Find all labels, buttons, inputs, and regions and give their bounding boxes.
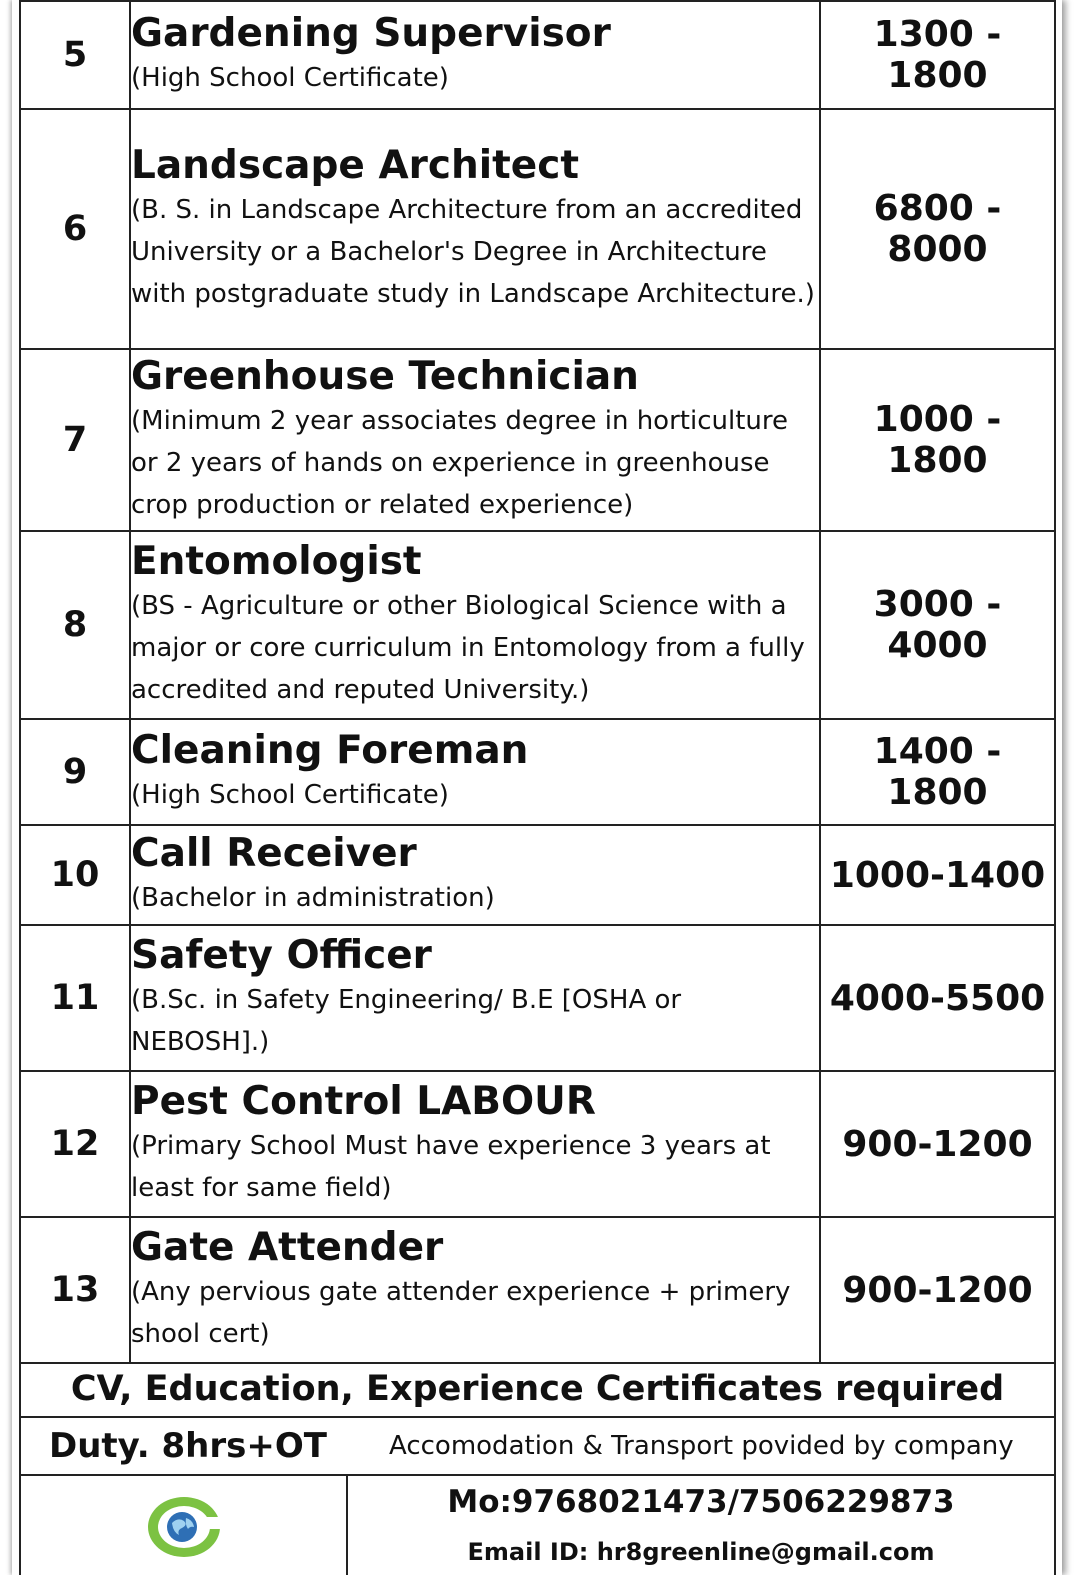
- job-qualification: (Minimum 2 year associates degree in horticulture or 2 years of hands on experience in greenhouse crop production or related experience): [131, 406, 788, 520]
- job-qualification: (High School Certificate): [131, 780, 449, 810]
- job-number: 5: [20, 1, 130, 109]
- duty-hours: Duty. 8hrs+OT: [49, 1426, 327, 1466]
- job-qualification: (Primary School Must have experience 3 years at least for same field): [131, 1131, 771, 1203]
- logo-cell: [21, 1476, 348, 1575]
- job-title: Call Receiver: [131, 831, 417, 876]
- job-qualification: (Bachelor in administration): [131, 883, 495, 913]
- greenline-globe-logo-icon: [142, 1491, 226, 1561]
- job-salary: 1000 - 1800: [820, 349, 1055, 531]
- job-number: 12: [20, 1071, 130, 1217]
- job-number: 13: [20, 1217, 130, 1363]
- table-row: [20, 1071, 1055, 1217]
- job-number: 6: [20, 109, 130, 349]
- table-row: [20, 925, 1055, 1071]
- job-number: 7: [20, 349, 130, 531]
- job-qualification: (BS - Agriculture or other Biological Science with a major or core curriculum in Entomology from a fully accredited and reputed University.): [131, 591, 805, 705]
- table-row: [20, 719, 1055, 825]
- table-row: [20, 1, 1055, 109]
- job-salary: 1400 - 1800: [820, 719, 1055, 825]
- job-qualification: (High School Certificate): [131, 63, 449, 93]
- table-row: [20, 531, 1055, 719]
- mobile-numbers: Mo:9768021473/7506229873: [447, 1484, 955, 1520]
- contact-info: [348, 1476, 1054, 1575]
- job-salary: 1000-1400: [820, 825, 1055, 925]
- job-qualification: (Any pervious gate attender experience + primery shool cert): [131, 1277, 791, 1349]
- table-row: [20, 349, 1055, 531]
- jobs-table: [19, 0, 1056, 1364]
- job-title: Greenhouse Technician: [131, 354, 639, 399]
- job-salary: 1300 - 1800: [820, 1, 1055, 109]
- requirements-banner: CV, Education, Experience Certificates required: [19, 1362, 1056, 1418]
- job-salary: 900-1200: [820, 1217, 1055, 1363]
- job-number: 10: [20, 825, 130, 925]
- job-number: 8: [20, 531, 130, 719]
- contact-row: [19, 1476, 1056, 1575]
- job-salary: 6800 - 8000: [820, 109, 1055, 349]
- job-title: Gardening Supervisor: [131, 11, 611, 56]
- job-title: Landscape Architect: [131, 143, 579, 188]
- job-title: Cleaning Foreman: [131, 728, 529, 773]
- table-row: [20, 825, 1055, 925]
- email-address: Email ID: hr8greenline@gmail.com: [467, 1538, 935, 1566]
- job-qualification: (B.Sc. in Safety Engineering/ B.E [OSHA or NEBOSH].): [131, 985, 682, 1057]
- job-title: Pest Control LABOUR: [131, 1079, 596, 1124]
- job-qualification: (B. S. in Landscape Architecture from an accredited University or a Bachelor's Degree in Architecture with postgraduate study in Landscape Architecture.): [131, 195, 815, 309]
- job-salary: 4000-5500: [820, 925, 1055, 1071]
- table-row: [20, 109, 1055, 349]
- accommodation-note: Accomodation & Transport povided by company: [389, 1431, 1014, 1461]
- job-salary: 3000 - 4000: [820, 531, 1055, 719]
- job-number: 11: [20, 925, 130, 1071]
- job-number: 9: [20, 719, 130, 825]
- job-title: Entomologist: [131, 539, 422, 584]
- job-title: Gate Attender: [131, 1225, 444, 1270]
- job-salary: 900-1200: [820, 1071, 1055, 1217]
- job-title: Safety Officer: [131, 933, 432, 978]
- duty-row: [19, 1418, 1056, 1476]
- table-row: [20, 1217, 1055, 1363]
